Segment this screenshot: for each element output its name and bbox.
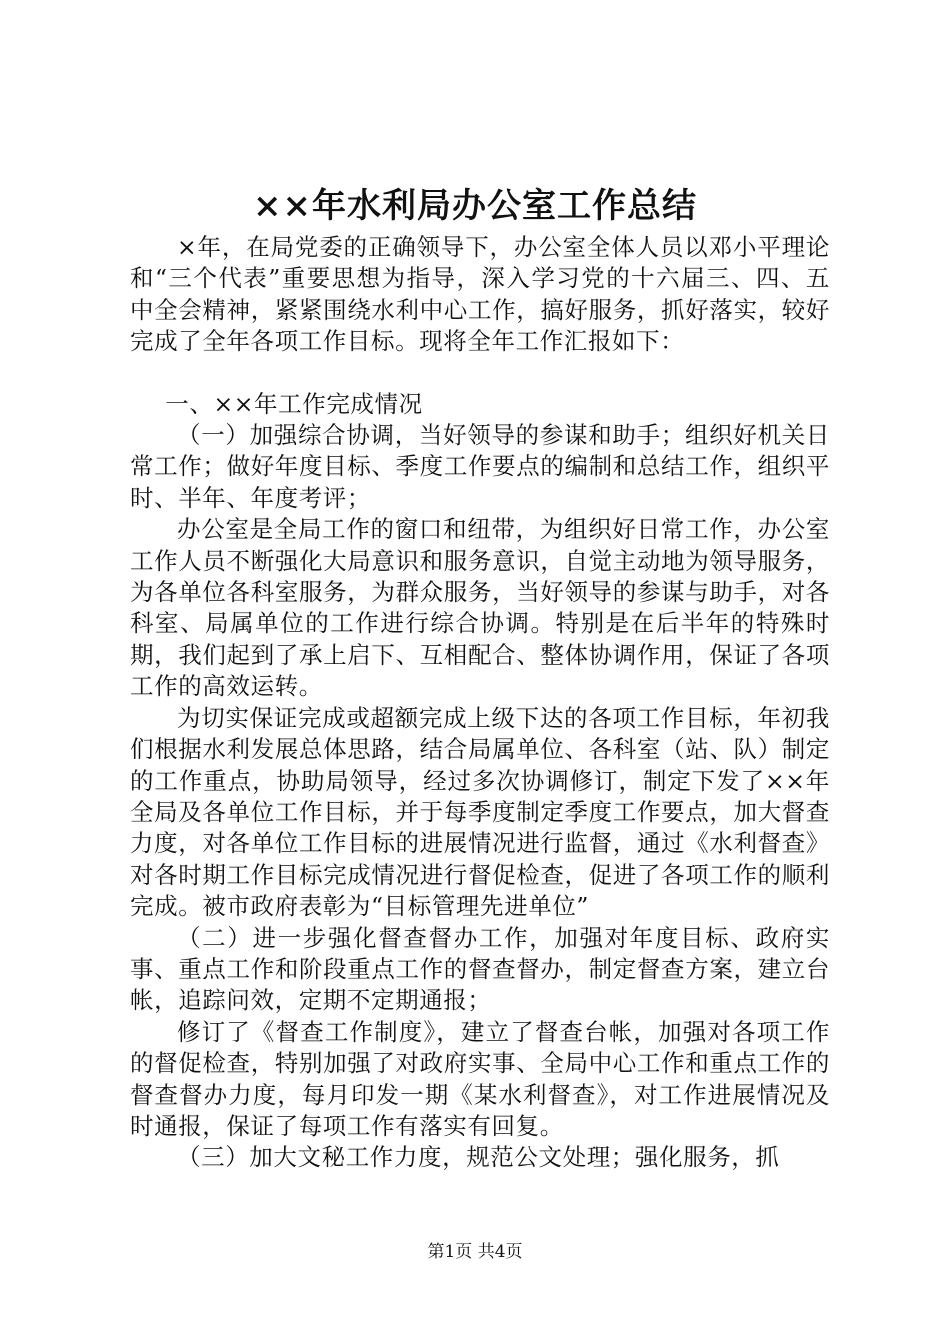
paragraph-spacer (130, 358, 830, 389)
page-footer: 第1页 共4页 (427, 1242, 523, 1262)
section-heading: 一、××年工作完成情况 (165, 389, 423, 418)
item-heading-3: （三）加大文秘工作力度，规范公文处理；强化服务，抓 (177, 1143, 780, 1172)
body-paragraph: 为切实保证完成或超额完成上级下达的各项工作目标，年初我们根据水利发展总体思路，结合局属单位、各科室（站、队）制定的工作重点，协助局领导，经过多次协调修订，制定下发了××年全局及各单位工作目标，并于每季度制定季度工作要点，加大督查力度，对各单位工作目标的进展情况进行监督，通过《水利督查》对各时期工作目标完成情况进行督促检查，促进了各项工作的顺利完成。被市政府表彰为“目标管理先进单位” (130, 703, 830, 921)
document-title: ××年水利局办公室工作总结 (253, 186, 697, 226)
item-heading-2: （二）进一步强化督查督办工作，加强对年度目标、政府实事、重点工作和阶段重点工作的督查督办，制定督查方案，建立台帐，追踪问效，定期不定期通报； (130, 923, 830, 1015)
intro-paragraph: ×年，在局党委的正确领导下，办公室全体人员以邓小平理论和“三个代表”重要思想为指导，深入学习党的十六届三、四、五中全会精神，紧紧围绕水利中心工作，搞好服务，抓好落实，较好完成了全年各项工作目标。现将全年工作汇报如下： (130, 233, 830, 356)
document-body (130, 232, 830, 1174)
item-heading-1: （一）加强综合协调，当好领导的参谋和助手；组织好机关日常工作；做好年度目标、季度工作要点的编制和总结工作，组织平时、半年、年度考评； (130, 421, 830, 512)
body-paragraph: 办公室是全局工作的窗口和纽带，为组织好日常工作，办公室工作人员不断强化大局意识和服务意识，自觉主动地为领导服务，为各单位各科室服务，为群众服务，当好领导的参谋与助手，对各科室、局属单位的工作进行综合协调。特别是在后半年的特殊时期，我们起到了承上启下、互相配合、整体协调作用，保证了各项工作的高效运转。 (130, 515, 830, 701)
body-paragraph: 修订了《督查工作制度》，建立了督查台帐，加强对各项工作的督促检查，特别加强了对政府实事、全局中心工作和重点工作的督查督办力度，每月印发一期《某水利督查》，对工作进展情况及时通报，保证了每项工作有落实有回复。 (130, 1017, 830, 1140)
